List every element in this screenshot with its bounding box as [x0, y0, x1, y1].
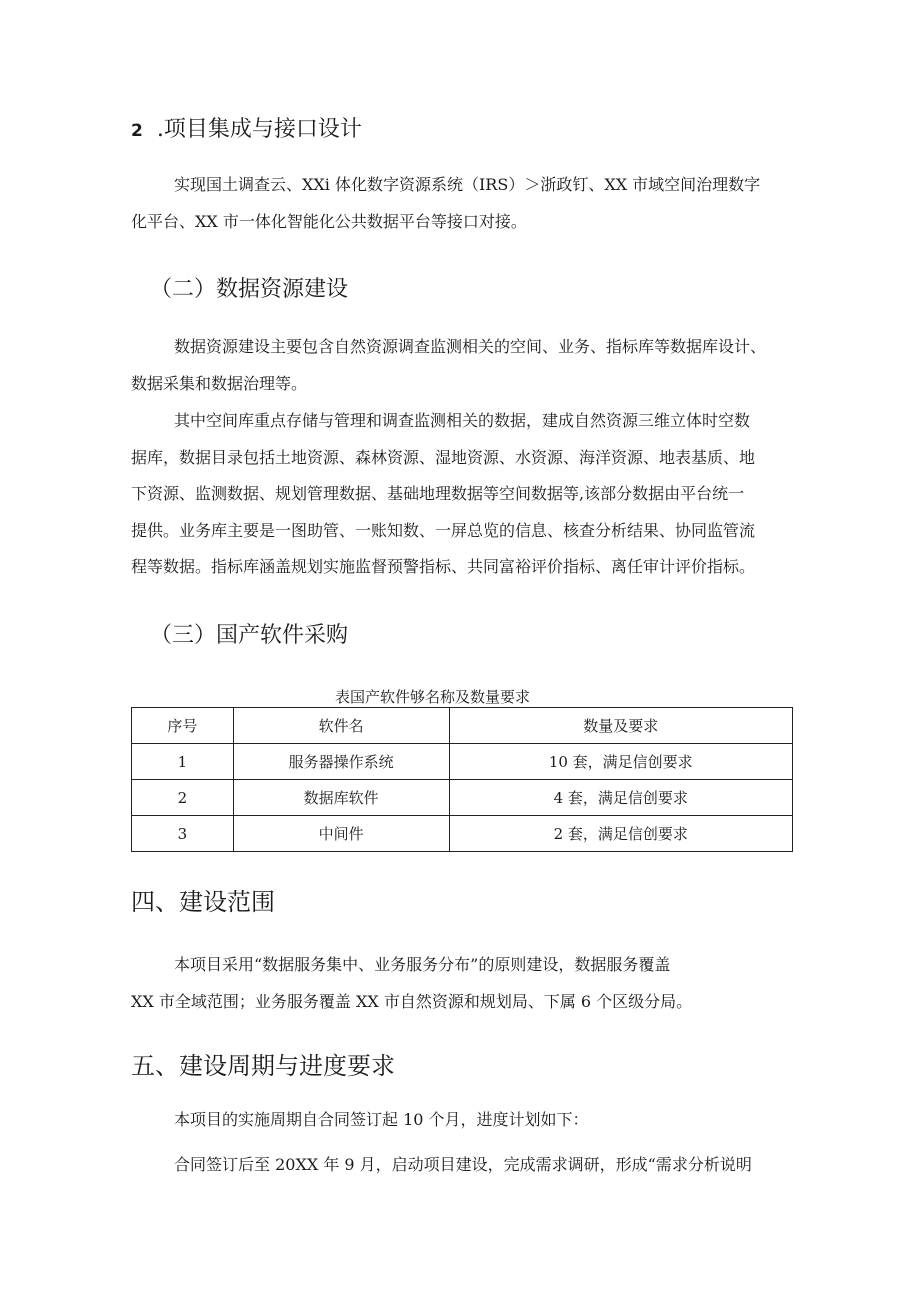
table-cell: 4 套，满足信创要求	[449, 780, 793, 816]
subsection-heading: （二）数据资源建设	[150, 277, 349, 302]
paragraph-line: 实现国土调查云、XXi 体化数字资源系统（IRS）＞浙政钉、XX 市域空间治理数字	[174, 175, 761, 194]
table-cell: 数据库软件	[233, 780, 449, 816]
paragraph-line: 数据资源建设主要包含自然资源调查监测相关的空间、业务、指标库等数据库设计、	[174, 337, 767, 356]
paragraph-line: XX 市全域范围；业务服务覆盖 XX 市自然资源和规划局、下属 6 个区级分局。	[131, 992, 693, 1011]
paragraph-line: 程等数据。指标库涵盖规划实施监督预警指标、共同富裕评价指标、离任审计评价指标。	[131, 557, 756, 576]
paragraph-line: 据库，数据目录包括土地资源、森林资源、湿地资源、水资源、海洋资源、地表基质、地	[131, 448, 756, 467]
paragraph-line: 提供。业务库主要是一图助管、一账知数、一屏总览的信息、核查分析结果、协同监管流	[131, 521, 756, 540]
table-cell: 中间件	[233, 816, 449, 852]
table-cell: 2 套，满足信创要求	[449, 816, 793, 852]
table-header-row	[132, 708, 793, 744]
table-row	[132, 780, 793, 816]
section-number: 2	[131, 121, 143, 141]
paragraph-line: 合同签订后至 20XX 年 9 月，启动项目建设，完成需求调研，形成“需求分析说明	[174, 1155, 752, 1174]
table-cell: 10 套，满足信创要求	[449, 744, 793, 780]
paragraph-line: 化平台、XX 市一体化智能化公共数据平台等接口对接。	[131, 212, 527, 231]
table-cell: 3	[132, 816, 234, 852]
table-cell: 2	[132, 780, 234, 816]
column-header: 序号	[132, 708, 234, 744]
section-title: .项目集成与接口设计	[156, 117, 362, 142]
column-header: 软件名	[233, 708, 449, 744]
section-heading: 四、建设范围	[131, 888, 275, 916]
section-2-heading	[131, 112, 362, 143]
paragraph-line: 其中空间库重点存储与管理和调查监测相关的数据，建成自然资源三维立体时空数	[174, 411, 751, 430]
table-cell: 1	[132, 744, 234, 780]
paragraph-line: 本项目采用“数据服务集中、业务服务分布”的原则建设，数据服务覆盖	[174, 955, 671, 974]
section-heading: 五、建设周期与进度要求	[131, 1052, 395, 1080]
table-caption: 表国产软件够名称及数量要求	[335, 688, 531, 706]
subsection-heading: （三）国产软件采购	[150, 623, 349, 648]
table-row	[132, 744, 793, 780]
paragraph-line: 本项目的实施周期自合同签订起 10 个月，进度计划如下：	[174, 1110, 589, 1129]
paragraph-line: 下资源、监测数据、规划管理数据、基础地理数据等空间数据等,该部分数据由平台统一	[131, 484, 745, 503]
column-header: 数量及要求	[449, 708, 793, 744]
table-row	[132, 816, 793, 852]
table-cell: 服务器操作系统	[233, 744, 449, 780]
paragraph-line: 数据采集和数据治理等。	[131, 374, 308, 393]
software-table	[131, 707, 793, 852]
